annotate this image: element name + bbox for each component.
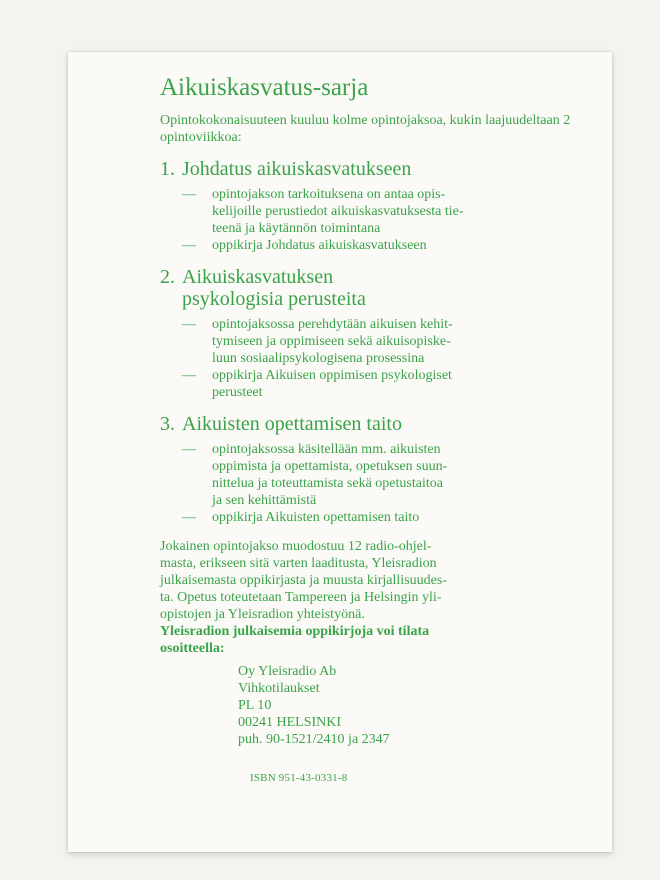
bullet-item bbox=[182, 316, 620, 367]
dash: — bbox=[182, 237, 196, 253]
address-line: Vihkotilaukset bbox=[238, 680, 320, 696]
section-heading bbox=[160, 158, 620, 180]
series-title: Aikuiskasvatus-sarja bbox=[160, 74, 369, 101]
course-section-3 bbox=[160, 413, 620, 526]
address-line: PL 10 bbox=[238, 697, 272, 713]
section-title: Aikuisten opettamisen taito bbox=[182, 412, 402, 435]
dash: — bbox=[182, 509, 196, 525]
book-back-cover bbox=[68, 52, 612, 852]
bullet-item bbox=[182, 441, 620, 509]
dash: — bbox=[182, 441, 196, 457]
dash: — bbox=[182, 186, 196, 202]
section-title: Johdatus aikuiskasvatukseen bbox=[182, 157, 412, 180]
section-number: 2. bbox=[160, 265, 175, 288]
bullet-item bbox=[182, 237, 620, 254]
bullet-text: oppikirja Aikuisten opettamisen taito bbox=[212, 509, 420, 525]
section-number: 1. bbox=[160, 157, 175, 180]
address-line: 00241 HELSINKI bbox=[238, 714, 342, 730]
cover-text bbox=[160, 74, 620, 784]
section-heading bbox=[160, 266, 620, 310]
description-paragraph: Jokainen opintojakso muodostuu 12 radio-ohjel- masta, erikseen sitä varten laaditusta, Yleisradion julkaisemasta oppikirjasta ja muusta kirjallisuudes- ta. Opetus toteutetaan Tampereen ja Helsingin yli- opistojen ja Yleisradion yhteistyönä. bbox=[160, 538, 447, 622]
course-section-1 bbox=[160, 158, 620, 254]
section-bullets bbox=[182, 316, 620, 401]
dash: — bbox=[182, 367, 196, 383]
isbn: ISBN 951-43-0331-8 bbox=[250, 771, 348, 784]
section-title: Aikuiskasvatuksen psykologisia perusteita bbox=[182, 265, 366, 310]
bullet-item bbox=[182, 367, 620, 401]
address-line: puh. 90-1521/2410 ja 2347 bbox=[238, 731, 390, 747]
section-number: 3. bbox=[160, 412, 175, 435]
dash: — bbox=[182, 316, 196, 332]
order-address bbox=[238, 663, 620, 748]
bullet-item bbox=[182, 186, 620, 237]
bullet-text: opintojakson tarkoituksena on antaa opis- kelijoille perustiedot aikuiskasvatuksesta tie- teenä ja käytännön toimintana bbox=[212, 186, 464, 236]
address-line: Oy Yleisradio Ab bbox=[238, 663, 337, 679]
intro-text: Opintokokonaisuuteen kuuluu kolme opintojaksoa, kukin laajuudeltaan 2 opintoviikkoa: bbox=[160, 112, 571, 145]
section-bullets bbox=[182, 186, 620, 254]
bullet-text: oppikirja Johdatus aikuiskasvatukseen bbox=[212, 237, 427, 253]
bullet-item bbox=[182, 509, 620, 526]
section-bullets bbox=[182, 441, 620, 526]
bullet-text: opintojaksossa perehdytään aikuisen kehit- tymiseen ja oppimiseen sekä aikuisopiske- luun sosiaalipsykologisena prosessina bbox=[212, 316, 453, 366]
bullet-text: oppikirja Aikuisen oppimisen psykologiset perusteet bbox=[212, 367, 452, 400]
bullet-text: opintojaksossa käsitellään mm. aikuisten oppimista ja opettamista, opetuksen suun- nittelua ja toteuttamista sekä opetustaitoa ja sen kehittämistä bbox=[212, 441, 448, 508]
section-heading bbox=[160, 413, 620, 435]
order-note: Yleisradion julkaisemia oppikirjoja voi tilata osoitteella: bbox=[160, 623, 430, 656]
course-section-2 bbox=[160, 266, 620, 401]
